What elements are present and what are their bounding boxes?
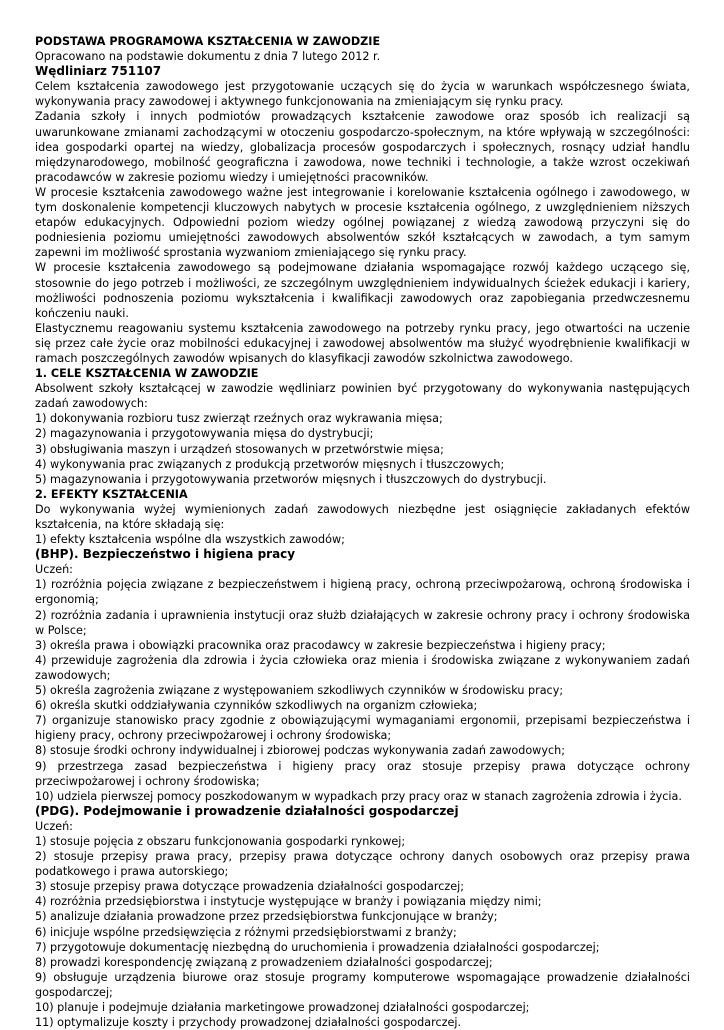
pdg-heading: (PDG). Podejmowanie i prowadzenie działalności gospodarczej — [35, 803, 459, 818]
goals-list-item: 2) magazynowania i przygotowywania mięsa do dystrybucji; — [35, 427, 374, 441]
pdg-list-item: 2) stosuje przepisy prawa pracy, przepisy prawa dotyczące ochrony danych osobowych oraz przepisy prawa podatkowego i prawa autorskiego; — [35, 850, 690, 879]
goals-list-item: 1) dokonywania rozbioru tusz zwierząt rzeźnych oraz wykrawania mięsa; — [35, 412, 443, 426]
goals-list-item: 3) obsługiwania maszyn i urządzeń stosowanych w przetwórstwie mięsa; — [35, 442, 444, 456]
goals-list-item: 4) wykonywania prac związanych z produkcją przetworów mięsnych i tłuszczowych; — [35, 457, 505, 471]
goals-list-item: 5) magazynowania i przygotowywania przetworów mięsnych i tłuszczowych do dystrybucji. — [35, 472, 547, 486]
pdg-list-item: 11) optymalizuje koszty i przychody prowadzonej działalności gospodarczej. — [35, 1016, 462, 1030]
goals-lead: Absolwent szkoły kształcącej w zawodzie wędliniarz powinien być przygotowany do wykonywania następujących zadań zawodowych: — [35, 382, 690, 411]
pdg-list-item: 4) rozróżnia przedsiębiorstwa i instytucje występujące w branży i powiązania między nimi; — [35, 895, 542, 909]
section-heading-outcomes: 2. EFEKTY KSZTAŁCENIA — [35, 487, 188, 501]
bhp-list-item: 5) określa zagrożenia związane z występowaniem szkodliwych czynników w środowisku pracy; — [35, 684, 564, 698]
pdg-list-item: 5) analizuje działania prowadzone przez przedsiębiorstwa funkcjonujące w branży; — [35, 910, 498, 924]
bhp-list-item: 7) organizuje stanowisko pracy zgodnie z obowiązującymi wymaganiami ergonomii, przepisami bezpieczeństwa i higieny pracy, ochrony przeciwpożarowej i ochrony środowiska; — [35, 714, 690, 743]
pdg-list-item: 9) obsługuje urządzenia biurowe oraz stosuje programy komputerowe wspomagające prowadzenie działalności gospodarczej; — [35, 970, 690, 999]
pdg-list-item: 7) przygotowuje dokumentację niezbędną do uruchomienia i prowadzenia działalności gospodarczej; — [35, 940, 600, 954]
section-heading-goals: 1. CELE KSZTAŁCENIA W ZAWODZIE — [35, 367, 259, 381]
document-subtitle: Opracowano na podstawie dokumentu z dnia 7 lutego 2012 r. — [35, 50, 381, 64]
pdg-lead: Uczeń: — [35, 819, 73, 833]
intro-paragraph: Elastycznemu reagowaniu systemu kształcenia zawodowego na potrzeby rynku pracy, jego otwartości na uczenie się przez całe życie oraz mobilności edukacyjnej i zawodowej absolwentów ma służyć wyodrębnienie kwalifikacji w ramach poszczególnych zawodów wpisanych do klasyfikacji zawodów szkolnictwa zawodowego. — [35, 321, 690, 365]
bhp-list-item: 3) określa prawa i obowiązki pracownika oraz pracodawcy w zakresie bezpieczeństwa i higieny pracy; — [35, 638, 606, 652]
intro-paragraph: W procesie kształcenia zawodowego ważne jest integrowanie i korelowanie kształcenia ogólnego i zawodowego, w tym doskonalenie kompetencji kluczowych nabytych w procesie kształcenia ogólnego, z uwzględnieniem niższych etapów edukacyjnych. Odpowiedni poziom wiedzy ogólnej powiązanej z wiedzą zawodową przyczyni się do podniesienia poziomu umiejętności zawodowych absolwentów szkół kształcących w zawodach, a tym samym zapewni im możliwość sprostania wyzwaniom zmieniającego się rynku pracy. — [35, 185, 690, 260]
pdg-list-item: 6) inicjuje wspólne przedsięwzięcia z różnymi przedsiębiorstwami z branży; — [35, 925, 457, 939]
document-page — [35, 34, 690, 1030]
pdg-list-item: 8) prowadzi korespondencję związaną z prowadzeniem działalności gospodarczej; — [35, 955, 493, 969]
bhp-list-item: 10) udziela pierwszej pomocy poszkodowanym w wypadkach przy pracy oraz w stanach zagrożenia zdrowia i życia. — [35, 789, 682, 803]
bhp-list-item: 4) przewiduje zagrożenia dla zdrowia i życia człowieka oraz mienia i środowiska związane z wykonywaniem zadań zawodowych; — [35, 653, 690, 682]
outcomes-lead: Do wykonywania wyżej wymienionych zadań zawodowych niezbędne jest osiągnięcie zakładanych efektów kształcenia, na które składają się: — [35, 502, 690, 531]
bhp-list-item: 9) przestrzega zasad bezpieczeństwa i higieny pracy oraz stosuje przepisy prawa dotyczące ochrony przeciwpożarowej i ochrony środowiska; — [35, 759, 690, 788]
outcomes-list-item: 1) efekty kształcenia wspólne dla wszystkich zawodów; — [35, 533, 345, 547]
pdg-list-item: 10) planuje i podejmuje działania marketingowe prowadzonej działalności gospodarczej; — [35, 1001, 530, 1014]
pdg-list-item: 1) stosuje pojęcia z obszaru funkcjonowania gospodarki rynkowej; — [35, 834, 406, 848]
bhp-list-item: 1) rozróżnia pojęcia związane z bezpieczeństwem i higieną pracy, ochroną przeciwpożarową, ochroną środowiska i ergonomią; — [35, 578, 690, 607]
pdg-list-item: 3) stosuje przepisy prawa dotyczące prowadzenia działalności gospodarczej; — [35, 880, 465, 894]
bhp-list-item: 2) rozróżnia zadania i uprawnienia instytucji oraz służb działających w zakresie ochrony pracy i ochrony środowiska w Polsce; — [35, 608, 690, 637]
bhp-heading: (BHP). Bezpieczeństwo i higiena pracy — [35, 547, 296, 562]
document-title: PODSTAWA PROGRAMOWA KSZTAŁCENIA W ZAWODZIE — [35, 35, 381, 48]
bhp-lead: Uczeń: — [35, 563, 73, 577]
intro-paragraph: Zadania szkoły i innych podmiotów prowadzących kształcenie zawodowe oraz sposób ich realizacji są uwarunkowane zmianami zachodzącymi w otoczeniu gospodarczo-społecznym, na które wpływają w szczególności: idea gospodarki opartej na wiedzy, globalizacja procesów gospodarczych i społecznych, rosnący udział handlu międzynarodowego, mobilność geograficzna i zawodowa, nowe techniki i technologie, a także wzrost oczekiwań pracodawców w zakresie poziomu wiedzy i umiejętności pracowników. — [35, 110, 690, 184]
intro-paragraph: W procesie kształcenia zawodowego są podejmowane działania wspomagające rozwój każdego uczącego się, stosownie do jego potrzeb i możliwości, ze szczególnym uwzględnieniem indywidualnych ścieżek edukacji i kariery, możliwości podnoszenia poziomu wykształcenia i kwalifikacji zawodowych oraz zapobiegania przedwczesnemu kończeniu nauki. — [35, 261, 690, 320]
intro-paragraph: Celem kształcenia zawodowego jest przygotowanie uczących się do życia w warunkach współczesnego świata, wykonywania pracy zawodowej i aktywnego funkcjonowania na zmieniającym się rynku pracy. — [35, 80, 690, 109]
profession-heading: Wędliniarz 751107 — [35, 64, 162, 79]
bhp-list-item: 6) określa skutki oddziaływania czynników szkodliwych na organizm człowieka; — [35, 699, 478, 713]
bhp-list-item: 8) stosuje środki ochrony indywidualnej i zbiorowej podczas wykonywania zadań zawodowych; — [35, 744, 565, 758]
